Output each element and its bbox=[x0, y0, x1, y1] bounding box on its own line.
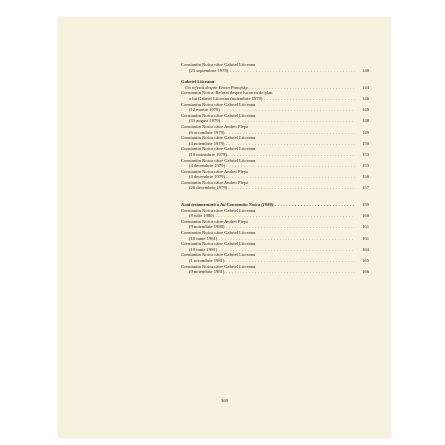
entry-page-number: 161 bbox=[362, 235, 369, 241]
book-page bbox=[58, 17, 391, 438]
entry-date-line: (25 septembrie 1978) . . . bbox=[181, 68, 355, 74]
entry-date-line: (12 martie 1979) . . . bbox=[181, 107, 355, 113]
entry-page-number: 165 bbox=[362, 258, 369, 263]
toc-entry bbox=[181, 252, 369, 263]
entry-page-number: 153 bbox=[362, 151, 369, 157]
toc-entry bbox=[181, 219, 369, 230]
toc-entry-list bbox=[181, 208, 369, 275]
toc-entry bbox=[181, 102, 369, 113]
section-heading: Gabriel Liiceanu bbox=[181, 79, 215, 85]
entry-date-line: (9 noiembrie 1980) . . . bbox=[181, 224, 355, 230]
entry-author-line: Constantin Noica către Gabriel Liiceanu bbox=[181, 252, 256, 258]
entry-title: Un referat despre Erwin Panofsky . . . bbox=[181, 85, 355, 91]
entry-page-number: 150 bbox=[362, 140, 369, 146]
entry-date-line: (18 iunie 1981) . . . bbox=[181, 247, 355, 253]
entry-date-line: (1 octombrie 1981) . . . bbox=[181, 258, 355, 264]
entry-page-number: 157 bbox=[362, 185, 369, 191]
entry-author-line: Constantin Noica către Gabriel Liiceanu bbox=[181, 101, 256, 107]
entry-author-line: Constantin Noica către Gabriel Liiceanu bbox=[181, 146, 256, 152]
toc-entry bbox=[181, 208, 369, 219]
entry-author-line: Constantin Noica către Andrei Pleşu bbox=[181, 179, 248, 185]
entry-date-line: (26 decembrie 1979) . . . bbox=[181, 185, 355, 191]
entry-author-line: Constantin Noica către Gabriel Liiceanu bbox=[181, 241, 256, 247]
entry-date-line: (31 august 1979) . . . bbox=[181, 118, 355, 124]
entry-author-line: Constantin Noica către Andrei Pleşu bbox=[181, 218, 248, 224]
entry-page-number: 156 bbox=[362, 174, 369, 180]
entry-author-line: Constantin Noica către Andrei Pleşu bbox=[181, 168, 248, 174]
entry-author-line: Constantin Noica către Gabriel Liiceanu bbox=[181, 112, 256, 118]
entry-author-line: Constantin Noica către Gabriel Liiceanu bbox=[181, 135, 256, 141]
entry-date-line: a lui Gabriel Liiceanu (noiembrie 1978) . . . bbox=[181, 96, 355, 102]
entry-page-number: 161 bbox=[362, 224, 369, 230]
entry-date-line: (4 noiembrie 1979) . . . bbox=[181, 141, 355, 147]
entry-date-line: (18 noiembrie 1979) . . . bbox=[181, 152, 355, 158]
section-heading: Notă testamentară a lui Constantin Noica (1980) . . . bbox=[181, 202, 355, 208]
entry-author-line: Constantin Noica către Andrei Pleşu bbox=[181, 123, 248, 129]
entry-page-number: 153 bbox=[362, 163, 369, 169]
entry-date-line: (6 octombrie 1979) . . . bbox=[181, 130, 355, 136]
toc-entry bbox=[181, 62, 369, 73]
toc-entry bbox=[181, 90, 369, 101]
entry-date-line: (10 iunie 1981) . . . bbox=[181, 236, 355, 242]
toc-entry bbox=[181, 169, 369, 180]
entry-author-line: Constantin Noica către Gabriel Liiceanu bbox=[181, 62, 256, 67]
entry-page-number: 160 bbox=[362, 213, 369, 219]
entry-page-number: 144 bbox=[362, 84, 369, 90]
entry-author-line: Constantin Noica, Referat despre lucrarea de plan bbox=[181, 90, 273, 96]
toc-entry bbox=[181, 158, 369, 169]
entry-date-line: (4 decembrie 1979) . . . bbox=[181, 163, 355, 169]
toc-entry-list bbox=[181, 90, 369, 191]
toc-entry bbox=[181, 113, 369, 124]
entry-date-line: (8 iulie 1980) . . . bbox=[181, 213, 355, 219]
entry-page-number: 146 bbox=[362, 95, 369, 101]
toc-entry bbox=[181, 180, 369, 191]
toc-entry bbox=[181, 146, 369, 157]
toc-entry bbox=[181, 135, 369, 146]
entry-page-number: 164 bbox=[362, 246, 369, 252]
entry-page-number: 148 bbox=[362, 107, 369, 113]
entry-author-line: Constantin Noica către Gabriel Liiceanu bbox=[181, 207, 256, 213]
entry-page-number: 149 bbox=[362, 129, 369, 135]
entry-author-line: Constantin Noica către Gabriel Liiceanu bbox=[181, 230, 256, 236]
toc-entry bbox=[181, 124, 369, 135]
toc-entry bbox=[181, 241, 369, 252]
entry-page-number: 140 bbox=[362, 67, 369, 73]
entry-page-number: 148 bbox=[362, 118, 369, 124]
page-number: 369 bbox=[221, 398, 228, 403]
toc-entry bbox=[181, 230, 369, 241]
table-of-contents bbox=[181, 62, 369, 275]
entry-author-line: Constantin Noica către Gabriel Liiceanu bbox=[181, 157, 256, 163]
entry-page-number: 166 bbox=[362, 269, 369, 275]
entry-page-number: 159 bbox=[362, 202, 369, 208]
entry-date-line: (9 noiembrie 1981) . . . bbox=[181, 269, 355, 275]
toc-entry bbox=[181, 264, 369, 275]
entry-author-line: Constantin Noica către Gabriel Liiceanu bbox=[181, 263, 256, 269]
entry-date-line: (4 decembrie 1979) . . . bbox=[181, 174, 355, 180]
